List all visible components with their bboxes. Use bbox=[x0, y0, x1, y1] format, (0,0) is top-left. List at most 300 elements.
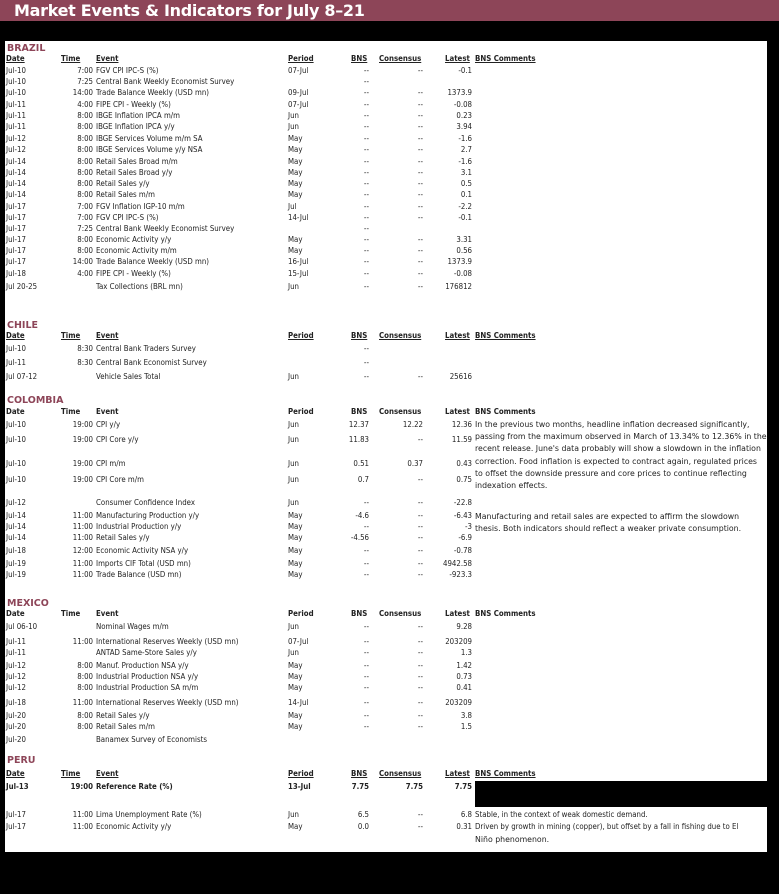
cell-event: Industrial Production y/y bbox=[96, 522, 182, 531]
cell-time: 7:25 bbox=[77, 224, 93, 233]
cell-period: May bbox=[288, 168, 303, 177]
cell-time: 8:00 bbox=[77, 111, 93, 120]
cell-time: 8:00 bbox=[77, 190, 93, 199]
cell-time: 11:00 bbox=[72, 570, 93, 579]
cell-date: Jul-12 bbox=[6, 683, 26, 692]
cell-latest: -1.6 bbox=[458, 157, 472, 166]
country-title-colombia: COLOMBIA bbox=[7, 395, 64, 406]
cell-latest: 2.7 bbox=[460, 145, 472, 154]
cell-period: May bbox=[288, 533, 303, 542]
cell-consensus: -- bbox=[417, 213, 423, 222]
cell-date: Jul 06-10 bbox=[6, 622, 38, 631]
cell-date: Jul-10 bbox=[6, 88, 26, 97]
cell-period: May bbox=[288, 722, 303, 731]
cell-consensus: -- bbox=[417, 202, 423, 211]
cell-latest: -0.78 bbox=[453, 546, 472, 555]
cell-event: FIPE CPI - Weekly (%) bbox=[96, 100, 171, 109]
table-row bbox=[5, 77, 767, 88]
cell-date: Jul-10 bbox=[6, 459, 26, 468]
cell-event: FGV CPI IPC-S (%) bbox=[96, 66, 159, 75]
cell-latest: 1.3 bbox=[460, 648, 472, 657]
cell-comment: Stable, in the context of weak domestic demand. bbox=[475, 810, 648, 819]
cell-time: 8:00 bbox=[77, 134, 93, 143]
cell-latest: 203209 bbox=[445, 637, 472, 646]
cell-time: 8:00 bbox=[77, 661, 93, 670]
cell-event: Retail Sales y/y bbox=[96, 711, 150, 720]
table-row bbox=[5, 622, 767, 633]
cell-latest: 203209 bbox=[445, 698, 472, 707]
header-event: Event bbox=[96, 407, 119, 416]
country-title-brazil: BRAZIL bbox=[7, 43, 46, 54]
cell-period: Jun bbox=[288, 498, 299, 507]
cell-date: Jul-12 bbox=[6, 498, 26, 507]
cell-consensus: -- bbox=[417, 246, 423, 255]
cell-bns: -- bbox=[363, 257, 369, 266]
header-period: Period bbox=[288, 407, 314, 416]
cell-time: 11:00 bbox=[72, 637, 93, 646]
cell-latest: -6.9 bbox=[458, 533, 472, 542]
cell-date: Jul-11 bbox=[6, 358, 26, 367]
header-period: Period bbox=[288, 54, 314, 63]
table-row bbox=[5, 822, 767, 833]
cell-period: 07-Jul bbox=[288, 637, 309, 646]
header-comments: BNS Comments bbox=[475, 609, 536, 618]
cell-event: Trade Balance (USD mn) bbox=[96, 570, 182, 579]
cell-event: Economic Activity NSA y/y bbox=[96, 546, 189, 555]
cell-time: 11:00 bbox=[72, 822, 93, 831]
cell-date: Jul-11 bbox=[6, 637, 26, 646]
cell-consensus: -- bbox=[417, 257, 423, 266]
header-date: Date bbox=[6, 769, 25, 778]
cell-latest: 7.75 bbox=[454, 782, 472, 791]
cell-event: Industrial Production NSA y/y bbox=[96, 672, 199, 681]
cell-time: 19:00 bbox=[72, 459, 93, 468]
cell-period: Jun bbox=[288, 459, 299, 468]
header-time: Time bbox=[61, 54, 81, 63]
cell-event: IBGE Services Volume y/y NSA bbox=[96, 145, 203, 154]
cell-event: Trade Balance Weekly (USD mn) bbox=[96, 88, 209, 97]
cell-period: 07-Jul bbox=[288, 66, 309, 75]
cell-time: 8:00 bbox=[77, 179, 93, 188]
cell-consensus: -- bbox=[417, 570, 423, 579]
cell-period: 14-Jul bbox=[288, 698, 309, 707]
table-row bbox=[5, 637, 767, 648]
cell-event: Manufacturing Production y/y bbox=[96, 511, 200, 520]
cell-consensus: -- bbox=[417, 810, 423, 819]
table-row bbox=[5, 711, 767, 722]
cell-latest: 3.1 bbox=[460, 168, 472, 177]
cell-latest: 0.56 bbox=[456, 246, 472, 255]
table-row bbox=[5, 145, 767, 156]
cell-date: Jul-17 bbox=[6, 257, 26, 266]
cell-period: 07-Jul bbox=[288, 100, 309, 109]
colombia-comment-inflation bbox=[475, 419, 770, 492]
cell-date: Jul-10 bbox=[6, 77, 26, 86]
country-title-mexico: MEXICO bbox=[7, 598, 49, 609]
cell-date: Jul-19 bbox=[6, 570, 26, 579]
cell-bns: -- bbox=[363, 179, 369, 188]
comment-line: In the previous two months, headline inflation decreased significantly, bbox=[475, 420, 750, 429]
country-title-peru: PERU bbox=[7, 755, 36, 766]
cell-comment: Driven by growth in mining (copper), but offset by a fall in fishing due to El bbox=[475, 822, 739, 831]
cell-date: Jul-18 bbox=[6, 698, 26, 707]
cell-time: 8:00 bbox=[77, 235, 93, 244]
cell-event: Reference Rate (%) bbox=[96, 782, 173, 791]
cell-consensus: -- bbox=[417, 622, 423, 631]
cell-latest: -2.2 bbox=[458, 202, 472, 211]
header-consensus: Consensus bbox=[379, 54, 422, 63]
cell-bns: 6.5 bbox=[357, 810, 369, 819]
cell-period: Jul bbox=[288, 202, 297, 211]
cell-time: 7:00 bbox=[77, 213, 93, 222]
cell-time: 8:30 bbox=[77, 358, 93, 367]
cell-date: Jul-17 bbox=[6, 246, 26, 255]
cell-time: 14:00 bbox=[72, 257, 93, 266]
cell-period: 13-Jul bbox=[288, 782, 311, 791]
cell-date: Jul-14 bbox=[6, 533, 26, 542]
redacted-comment-block bbox=[475, 781, 767, 807]
cell-time: 11:00 bbox=[72, 810, 93, 819]
cell-time: 8:00 bbox=[77, 683, 93, 692]
cell-bns: -- bbox=[363, 235, 369, 244]
cell-consensus: -- bbox=[417, 511, 423, 520]
cell-bns: -- bbox=[363, 546, 369, 555]
cell-period: May bbox=[288, 559, 303, 568]
cell-bns: 12.37 bbox=[348, 420, 369, 429]
cell-date: Jul-14 bbox=[6, 157, 26, 166]
cell-latest: 1373.9 bbox=[447, 257, 472, 266]
cell-bns: -- bbox=[363, 134, 369, 143]
table-row bbox=[5, 533, 767, 544]
cell-bns: -- bbox=[363, 358, 369, 367]
cell-event: CPI Core y/y bbox=[96, 435, 139, 444]
cell-date: Jul-14 bbox=[6, 190, 26, 199]
header-bns: BNS bbox=[351, 609, 368, 618]
table-row bbox=[5, 722, 767, 733]
cell-time: 7:00 bbox=[77, 202, 93, 211]
cell-latest: -3 bbox=[465, 522, 472, 531]
cell-bns: -- bbox=[363, 698, 369, 707]
cell-period: Jun bbox=[288, 435, 299, 444]
cell-latest: 12.36 bbox=[451, 420, 472, 429]
cell-consensus: -- bbox=[417, 711, 423, 720]
cell-period: Jun bbox=[288, 622, 299, 631]
cell-latest: -22.8 bbox=[453, 498, 472, 507]
cell-consensus: -- bbox=[417, 111, 423, 120]
cell-latest: -6.43 bbox=[453, 511, 472, 520]
cell-consensus: -- bbox=[417, 190, 423, 199]
cell-time: 11:00 bbox=[72, 559, 93, 568]
cell-consensus: -- bbox=[417, 475, 423, 484]
cell-consensus: -- bbox=[417, 100, 423, 109]
cell-date: Jul-11 bbox=[6, 100, 26, 109]
table-row bbox=[5, 810, 767, 821]
cell-event: Manuf. Production NSA y/y bbox=[96, 661, 189, 670]
cell-time: 8:30 bbox=[77, 344, 93, 353]
cell-event: ANTAD Same-Store Sales y/y bbox=[96, 648, 197, 657]
cell-event: Central Bank Weekly Economist Survey bbox=[96, 77, 235, 86]
cell-date: Jul 20-25 bbox=[6, 282, 38, 291]
table-row bbox=[5, 100, 767, 111]
cell-bns: -- bbox=[363, 672, 369, 681]
cell-event: Nominal Wages m/m bbox=[96, 622, 169, 631]
cell-period: Jun bbox=[288, 111, 299, 120]
header-latest: Latest bbox=[445, 609, 470, 618]
cell-bns: -- bbox=[363, 246, 369, 255]
table-row bbox=[5, 224, 767, 235]
cell-consensus: -- bbox=[417, 822, 423, 831]
table-row bbox=[5, 257, 767, 268]
cell-date: Jul 07-12 bbox=[6, 372, 38, 381]
cell-time: 4:00 bbox=[77, 100, 93, 109]
cell-consensus: -- bbox=[417, 683, 423, 692]
header-time: Time bbox=[61, 407, 81, 416]
cell-period: May bbox=[288, 672, 303, 681]
cell-date: Jul-10 bbox=[6, 475, 26, 484]
cell-time: 8:00 bbox=[77, 711, 93, 720]
cell-time: 11:00 bbox=[72, 533, 93, 542]
header-consensus: Consensus bbox=[379, 769, 422, 778]
table-row bbox=[5, 168, 767, 179]
cell-event: Central Bank Economist Survey bbox=[96, 358, 207, 367]
cell-bns: -- bbox=[363, 570, 369, 579]
cell-bns: -- bbox=[363, 145, 369, 154]
cell-event: Imports CIF Total (USD mn) bbox=[96, 559, 191, 568]
cell-period: May bbox=[288, 134, 303, 143]
table-row bbox=[5, 683, 767, 694]
cell-time: 11:00 bbox=[72, 511, 93, 520]
cell-latest: 6.8 bbox=[460, 810, 472, 819]
cell-time: 7:00 bbox=[77, 66, 93, 75]
header-consensus: Consensus bbox=[379, 407, 422, 416]
cell-date: Jul-14 bbox=[6, 511, 26, 520]
cell-consensus: -- bbox=[417, 282, 423, 291]
cell-consensus: -- bbox=[417, 722, 423, 731]
cell-latest: -0.1 bbox=[458, 66, 472, 75]
cell-date: Jul-17 bbox=[6, 810, 26, 819]
cell-consensus: 0.37 bbox=[407, 459, 423, 468]
cell-period: May bbox=[288, 190, 303, 199]
cell-event: Economic Activity y/y bbox=[96, 822, 172, 831]
cell-event: Consumer Confidence Index bbox=[96, 498, 195, 507]
cell-period: May bbox=[288, 661, 303, 670]
header-date: Date bbox=[6, 54, 25, 63]
comment-line: to offset the downside pressure and core prices to continue reflecting bbox=[475, 468, 747, 478]
cell-time: 19:00 bbox=[72, 420, 93, 429]
column-header-row bbox=[5, 54, 767, 65]
cell-consensus: -- bbox=[417, 546, 423, 555]
cell-latest: 176812 bbox=[445, 282, 472, 291]
column-header-row bbox=[5, 609, 767, 620]
cell-bns: 0.0 bbox=[357, 822, 369, 831]
cell-date: Jul-12 bbox=[6, 134, 26, 143]
cell-bns: -- bbox=[363, 522, 369, 531]
cell-date: Jul-11 bbox=[6, 648, 26, 657]
table-row bbox=[5, 672, 767, 683]
cell-bns: 0.51 bbox=[353, 459, 369, 468]
cell-date: Jul-20 bbox=[6, 735, 26, 744]
header-date: Date bbox=[6, 407, 25, 416]
table-row bbox=[5, 282, 767, 293]
cell-time: 8:00 bbox=[77, 145, 93, 154]
header-time: Time bbox=[61, 769, 81, 778]
cell-time: 14:00 bbox=[72, 88, 93, 97]
header-consensus: Consensus bbox=[379, 331, 422, 340]
cell-event: IBGE Services Volume m/m SA bbox=[96, 134, 203, 143]
cell-consensus: -- bbox=[417, 435, 423, 444]
cell-consensus: -- bbox=[417, 533, 423, 542]
cell-event: Trade Balance Weekly (USD mn) bbox=[96, 257, 209, 266]
cell-date: Jul-14 bbox=[6, 522, 26, 531]
cell-period: May bbox=[288, 157, 303, 166]
cell-period: May bbox=[288, 179, 303, 188]
header-time: Time bbox=[61, 331, 81, 340]
table-row bbox=[5, 179, 767, 190]
header-event: Event bbox=[96, 769, 119, 778]
table-row bbox=[5, 122, 767, 133]
cell-event: International Reserves Weekly (USD mn) bbox=[96, 637, 239, 646]
cell-period: May bbox=[288, 511, 303, 520]
cell-bns: -- bbox=[363, 100, 369, 109]
header-event: Event bbox=[96, 54, 119, 63]
table-row bbox=[5, 134, 767, 145]
table-row bbox=[5, 235, 767, 246]
cell-consensus: 12.22 bbox=[402, 420, 423, 429]
cell-bns: -- bbox=[363, 683, 369, 692]
cell-date: Jul-10 bbox=[6, 344, 26, 353]
cell-latest: 11.59 bbox=[451, 435, 472, 444]
cell-latest: 3.8 bbox=[460, 711, 472, 720]
cell-time: 12:00 bbox=[72, 546, 93, 555]
cell-event: Retail Sales Broad y/y bbox=[96, 168, 173, 177]
header-date: Date bbox=[6, 331, 25, 340]
cell-consensus: -- bbox=[417, 672, 423, 681]
title-bar bbox=[0, 0, 779, 21]
cell-event: Tax Collections (BRL mn) bbox=[96, 282, 183, 291]
cell-latest: 0.31 bbox=[456, 822, 472, 831]
cell-consensus: -- bbox=[417, 522, 423, 531]
column-header-row bbox=[5, 407, 767, 418]
cell-event: IBGE Inflation IPCA y/y bbox=[96, 122, 175, 131]
header-period: Period bbox=[288, 609, 314, 618]
comment-line: recent release. June's data probably will show a slowdown in the inflation bbox=[475, 444, 761, 454]
cell-latest: 0.75 bbox=[456, 475, 472, 484]
country-title-chile: CHILE bbox=[7, 320, 39, 331]
header-comments: BNS Comments bbox=[475, 54, 536, 63]
cell-bns: -- bbox=[363, 77, 369, 86]
cell-bns: -- bbox=[363, 622, 369, 631]
cell-bns: -- bbox=[363, 498, 369, 507]
peru-comment-continuation: Niño phenomenon. bbox=[475, 835, 550, 844]
table-row bbox=[5, 358, 767, 369]
table-row bbox=[5, 246, 767, 257]
cell-event: FIPE CPI - Weekly (%) bbox=[96, 269, 171, 278]
comment-line: thesis. Both indicators should reflect a weaker private consumption. bbox=[475, 523, 742, 533]
cell-time: 11:00 bbox=[72, 522, 93, 531]
cell-latest: 0.41 bbox=[456, 683, 472, 692]
cell-date: Jul-14 bbox=[6, 179, 26, 188]
cell-period: May bbox=[288, 546, 303, 555]
cell-bns: 11.83 bbox=[348, 435, 369, 444]
cell-period: 15-Jul bbox=[288, 269, 309, 278]
comment-line: passing from the maximum observed in March of 13.34% to 12.36% in the bbox=[475, 432, 767, 442]
cell-event: Economic Activity y/y bbox=[96, 235, 172, 244]
cell-latest: 3.94 bbox=[456, 122, 472, 131]
cell-time: 8:00 bbox=[77, 722, 93, 731]
header-bns: BNS bbox=[351, 54, 368, 63]
cell-latest: 0.73 bbox=[456, 672, 472, 681]
header-comments: BNS Comments bbox=[475, 769, 536, 778]
cell-period: Jun bbox=[288, 282, 299, 291]
cell-consensus: -- bbox=[417, 122, 423, 131]
cell-time: 8:00 bbox=[77, 246, 93, 255]
cell-period: Jun bbox=[288, 648, 299, 657]
cell-period: May bbox=[288, 235, 303, 244]
comment-line: Manufacturing and retail sales are expected to affirm the slowdown bbox=[475, 512, 740, 521]
table-row bbox=[5, 88, 767, 99]
cell-latest: 1.5 bbox=[460, 722, 472, 731]
cell-time: 8:00 bbox=[77, 157, 93, 166]
cell-time: 19:00 bbox=[72, 435, 93, 444]
table-row bbox=[5, 111, 767, 122]
table-row bbox=[5, 498, 767, 509]
cell-latest: -0.1 bbox=[458, 213, 472, 222]
cell-date: Jul-20 bbox=[6, 722, 26, 731]
cell-date: Jul-10 bbox=[6, 435, 26, 444]
cell-date: Jul-17 bbox=[6, 235, 26, 244]
cell-time: 8:00 bbox=[77, 672, 93, 681]
cell-time: 19:00 bbox=[72, 475, 93, 484]
table-row bbox=[5, 344, 767, 355]
cell-date: Jul-12 bbox=[6, 672, 26, 681]
cell-latest: 0.23 bbox=[456, 111, 472, 120]
cell-bns: -- bbox=[363, 269, 369, 278]
cell-event: Retail Sales m/m bbox=[96, 722, 155, 731]
cell-event: International Reserves Weekly (USD mn) bbox=[96, 698, 239, 707]
cell-period: May bbox=[288, 711, 303, 720]
cell-period: Jun bbox=[288, 475, 299, 484]
cell-consensus: -- bbox=[417, 648, 423, 657]
cell-event: Retail Sales Broad m/m bbox=[96, 157, 178, 166]
comment-line: correction. Food inflation is expected to contract again, regulated prices bbox=[475, 456, 757, 466]
cell-bns: -- bbox=[363, 202, 369, 211]
cell-consensus: -- bbox=[417, 637, 423, 646]
cell-consensus: -- bbox=[417, 269, 423, 278]
column-header-row bbox=[5, 331, 767, 342]
cell-date: Jul-17 bbox=[6, 224, 26, 233]
cell-bns: -- bbox=[363, 637, 369, 646]
cell-latest: 0.5 bbox=[460, 179, 472, 188]
cell-date: Jul-12 bbox=[6, 661, 26, 670]
header-time: Time bbox=[61, 609, 81, 618]
table-row bbox=[5, 648, 767, 659]
cell-time: 7:25 bbox=[77, 77, 93, 86]
cell-consensus: -- bbox=[417, 157, 423, 166]
table-row bbox=[5, 190, 767, 201]
cell-latest: 3.31 bbox=[456, 235, 472, 244]
cell-latest: 0.43 bbox=[456, 459, 472, 468]
cell-date: Jul-20 bbox=[6, 711, 26, 720]
cell-latest: 1373.9 bbox=[447, 88, 472, 97]
cell-bns: -- bbox=[363, 157, 369, 166]
cell-latest: -0.08 bbox=[453, 269, 472, 278]
header-event: Event bbox=[96, 331, 119, 340]
cell-period: May bbox=[288, 570, 303, 579]
cell-time: 8:00 bbox=[77, 168, 93, 177]
cell-bns: -- bbox=[363, 213, 369, 222]
cell-period: May bbox=[288, 145, 303, 154]
cell-date: Jul-17 bbox=[6, 202, 26, 211]
